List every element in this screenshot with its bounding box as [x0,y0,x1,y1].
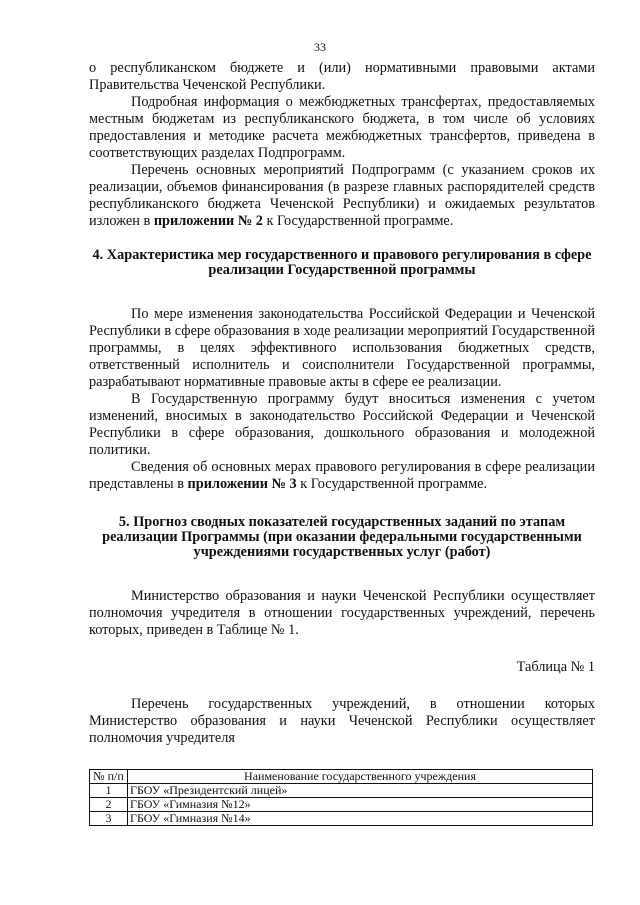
row-number: 3 [90,812,128,826]
appendix-2-ref: приложении № 2 [153,213,263,229]
row-institution-name: ГБОУ «Президентский лицей» [128,784,593,798]
paragraph-legislation-changes: По мере изменения законодательства Российской Федерации и Чеченской Республики в сфере образования в ходе реализации мероприятий Государственной программы, в целях эффективного использования бюджетных средств, ответственный исполнитель и соисполнители Государственной программы, разрабатывают нормативные правовые акты в сфере ее реализации. [89,306,595,390]
section-5-heading: 5. Прогноз сводных показателей государственных заданий по этапам реализации Программы (при оказании федеральными государственными учреждениями государственных услуг (работ) [102,514,582,560]
institutions-table [89,769,593,826]
header-number: № п/п [90,770,128,784]
section-4-heading: 4. Характеристика мер государственного и правового регулирования в сфере реализации Государственной программы [92,247,592,278]
table-row [90,798,593,812]
header-institution-name: Наименование государственного учреждения [128,770,593,784]
table-header-row [90,770,593,784]
document-body [89,60,595,826]
paragraph-continuation: о республиканском бюджете и (или) нормативными правовыми актами Правительства Чеченской Республики. [89,60,595,93]
table-title: Перечень государственных учреждений, в отношении которых Министерство образования и науки Чеченской Республики осуществляет полномочия учредителя [89,696,595,746]
row-number: 2 [90,798,128,812]
appendix-3-ref: приложении № 3 [187,476,297,492]
paragraph-legal-measures: Сведения об основных мерах правового регулирования в сфере реализации представлены в приложении № 3 к Государственной программе. [89,459,595,492]
table-row [90,812,593,826]
page-number: 33 [314,40,326,54]
paragraph-program-changes: В Государственную программу будут вноситься изменения с учетом изменений, вносимых в законодательство Российской Федерации и Чеченской Республики в сфере образования, дошкольного образования и молодежной политики. [89,391,595,458]
paragraph-ministry-powers: Министерство образования и науки Чеченской Республики осуществляет полномочия учредителя в отношении государственных учреждений, перечень которых, приведен в Таблице № 1. [89,588,595,638]
table-caption: Таблица № 1 [516,659,595,675]
paragraph-interbudget-transfers: Подробная информация о межбюджетных трансфертах, предоставляемых местным бюджетам из республиканского бюджета, в том числе об условиях предоставления и методике расчета межбюджетных трансфертов, приведена в соответствующих разделах Подпрограмм. [89,94,595,161]
row-institution-name: ГБОУ «Гимназия №14» [128,812,593,826]
row-number: 1 [90,784,128,798]
table-row [90,784,593,798]
row-institution-name: ГБОУ «Гимназия №12» [128,798,593,812]
paragraph-main-activities: Перечень основных мероприятий Подпрограмм (с указанием сроков их реализации, объемов финансирования (в разрезе главных распорядителей средств республиканского бюджета Чеченской Республики) и ожидаемых результатов изложен в приложении № 2 к Государственной программе. [89,162,595,229]
